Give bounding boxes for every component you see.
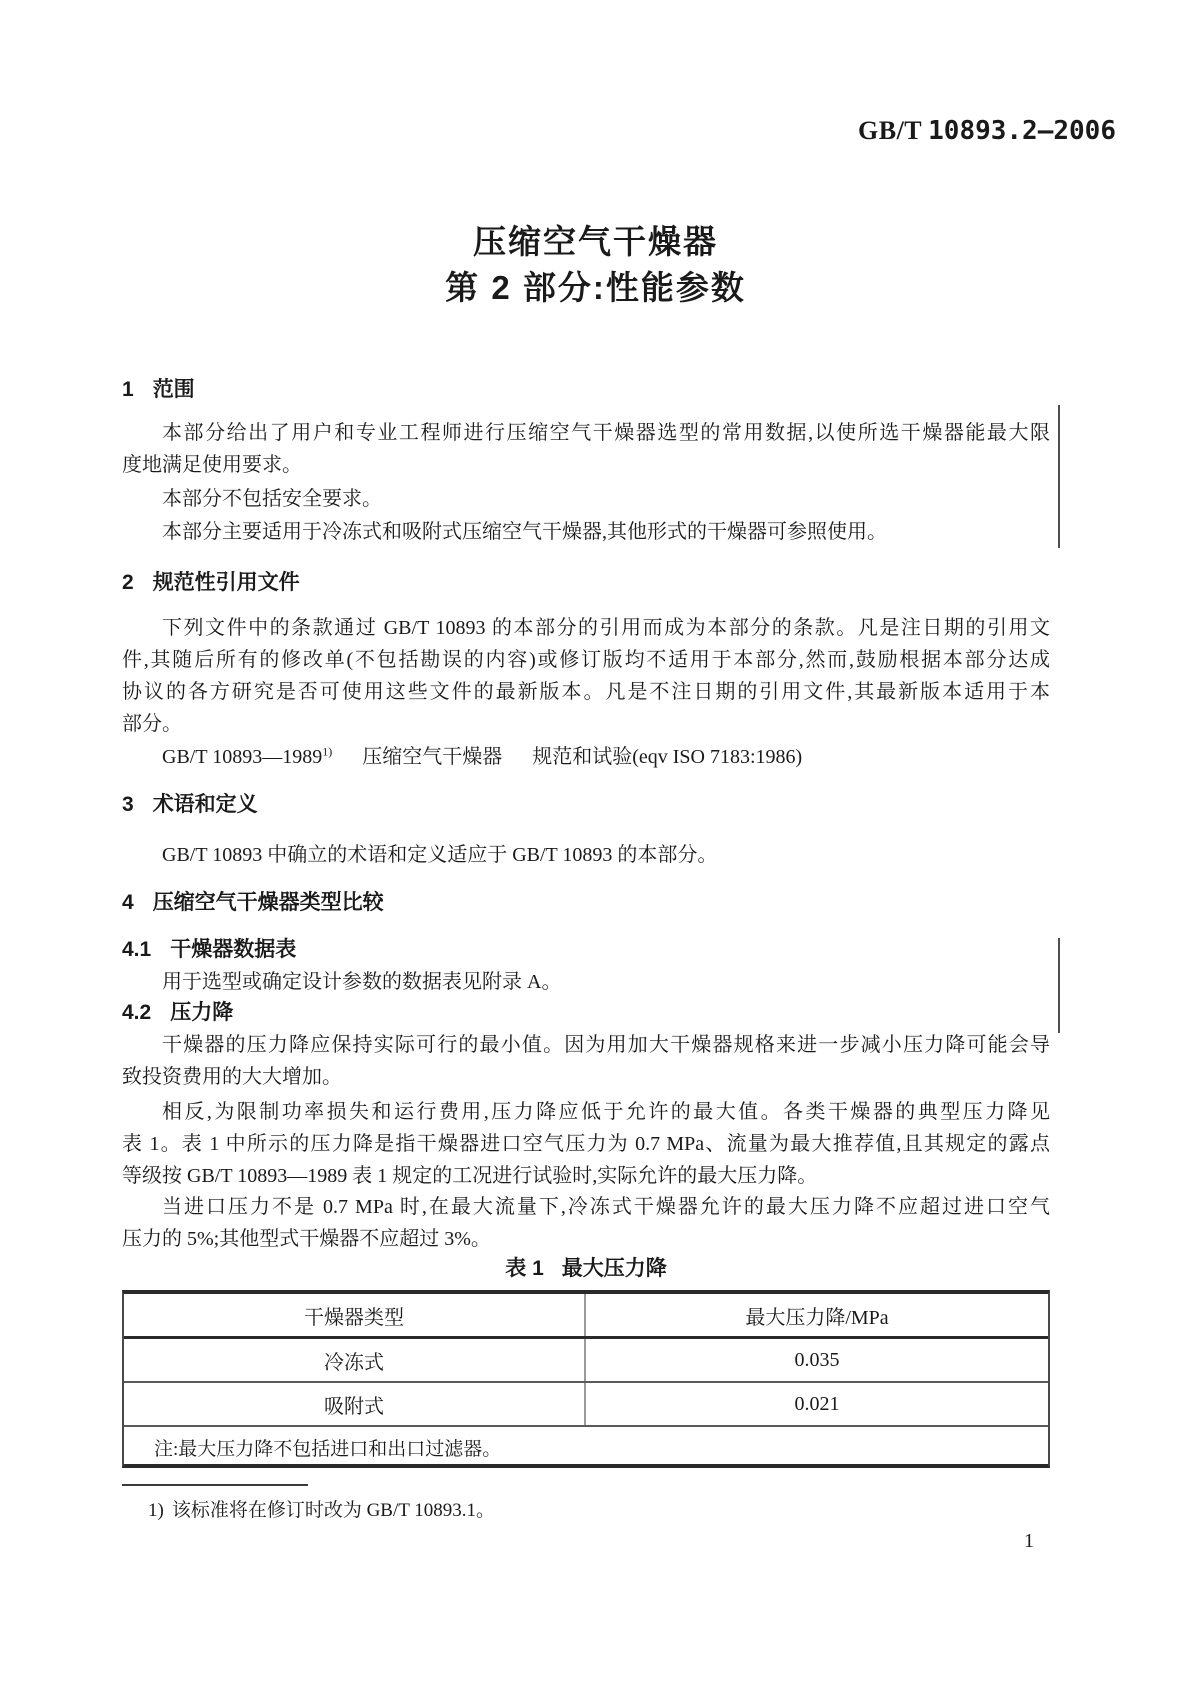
- section-4-heading: [122, 890, 1050, 916]
- table-header-value: 最大压力降/MPa: [745, 1306, 889, 1329]
- table-caption-label: 表 1: [505, 1257, 544, 1280]
- table-cell-pressure-drop: 0.021: [794, 1392, 840, 1415]
- section-number: 4.2: [122, 1001, 152, 1024]
- text-line: 度地满足使用要求。: [122, 454, 302, 476]
- reference-name: 压缩空气干燥器: [362, 746, 503, 768]
- section-number: 4: [122, 891, 134, 914]
- table-header-row: [124, 1294, 1048, 1339]
- title-line-1: 压缩空气干燥器: [473, 223, 718, 260]
- text-line: 件,其随后所有的修改单(不包括勘误的内容)或修订版均不适用于本部分,然而,鼓励根据本部分达成: [122, 649, 1050, 671]
- standard-code: [858, 116, 1116, 146]
- section-4-2-paragraph-2: [122, 1096, 1050, 1192]
- page-number: 1: [1024, 1530, 1034, 1552]
- section-number: 4.1: [122, 938, 152, 961]
- footnote-marker: 1): [148, 1500, 164, 1521]
- section-4-1-paragraph-1: [122, 966, 1050, 998]
- section-4-2-paragraph-1: [122, 1029, 1050, 1093]
- table-note-row: [124, 1427, 1048, 1467]
- section-4-2-paragraph-3: [122, 1191, 1050, 1255]
- section-title: 压力降: [170, 1001, 234, 1024]
- section-4-1-heading: [122, 937, 1050, 963]
- text-line: GB/T 10893 中确立的术语和定义适应于 GB/T 10893 的本部分。: [162, 844, 718, 866]
- text-line: 压力的 5%;其他型式干燥器不应超过 3%。: [122, 1228, 491, 1250]
- footnote-text: 该标准将在修订时改为 GB/T 10893.1。: [171, 1500, 496, 1521]
- table-row: [124, 1383, 1048, 1427]
- table-header-type: 干燥器类型: [124, 1294, 586, 1336]
- text-line: 本部分不包括安全要求。: [162, 488, 382, 510]
- table-cell-pressure-drop: 0.035: [794, 1348, 840, 1371]
- text-line: 本部分给出了用户和专业工程师进行压缩空气干燥器选型的常用数据,以使所选干燥器能最大限: [162, 422, 1050, 444]
- text-line: 用于选型或确定设计参数的数据表见附录 A。: [162, 971, 562, 993]
- section-title: 干燥器数据表: [170, 938, 297, 961]
- change-bar: [1058, 405, 1060, 548]
- table-cell-dryer-type: 吸附式: [124, 1383, 586, 1425]
- title-line-2: 第 2 部分:性能参数: [445, 269, 746, 306]
- text-line: 干燥器的压力降应保持实际可行的最小值。因为用加大干燥器规格来进一步减小压力降可能会导: [162, 1034, 1050, 1056]
- section-3-paragraph-1: [122, 839, 1050, 871]
- section-4-2-heading: [122, 1000, 1050, 1026]
- section-number: 3: [122, 793, 134, 816]
- section-1-heading: [122, 377, 1050, 403]
- section-2-paragraph-1: [122, 612, 1050, 740]
- reference-code: GB/T 10893—1989: [162, 746, 323, 768]
- section-title: 范围: [152, 378, 195, 401]
- text-line: 相反,为限制功率损失和运行费用,压力降应低于允许的最大值。各类干燥器的典型压力降见: [162, 1101, 1050, 1123]
- standard-code-number: 10893.2—2006: [928, 116, 1116, 146]
- section-title: 术语和定义: [152, 793, 258, 816]
- section-3-heading: [122, 792, 1050, 818]
- table-row: [124, 1339, 1048, 1383]
- text-line: 下列文件中的条款通过 GB/T 10893 的本部分的引用而成为本部分的条款。凡是注日期的引用文: [162, 617, 1050, 639]
- footnote: [122, 1496, 1050, 1526]
- table-1: [122, 1290, 1050, 1468]
- text-line: 表 1。表 1 中所示的压力降是指干燥器进口空气压力为 0.7 MPa、流量为最大推荐值,且其规定的露点: [122, 1133, 1050, 1155]
- standard-code-prefix: GB/T: [858, 116, 923, 145]
- table-note: 注:最大压力降不包括进口和出口过滤器。: [154, 1438, 502, 1460]
- table-cell-dryer-type: 冷冻式: [124, 1339, 586, 1381]
- section-1-paragraph-3: [122, 516, 1050, 548]
- text-line: 部分。: [122, 713, 182, 735]
- text-line: 本部分主要适用于冷冻式和吸附式压缩空气干燥器,其他形式的干燥器可参照使用。: [162, 521, 887, 543]
- section-1-paragraph-1: [122, 417, 1050, 481]
- section-1-paragraph-2: [122, 483, 1050, 515]
- text-line: 协议的各方研究是否可使用这些文件的最新版本。凡是不注日期的引用文件,其最新版本适用于本: [122, 681, 1050, 703]
- footnote-separator-rule: [122, 1484, 308, 1486]
- table-1-caption: [122, 1255, 1050, 1283]
- section-number: 2: [122, 571, 134, 594]
- text-line: 等级按 GB/T 10893—1989 表 1 规定的工况进行试验时,实际允许的最大压力降。: [122, 1165, 818, 1187]
- reference-description: 规范和试验(eqv ISO 7183:1986): [532, 746, 803, 768]
- section-title: 规范性引用文件: [152, 571, 300, 594]
- table-caption-title: 最大压力降: [561, 1257, 667, 1280]
- document-title: [0, 219, 1191, 311]
- text-line: 致投资费用的大大增加。: [122, 1066, 342, 1088]
- section-2-heading: [122, 570, 1050, 596]
- reference-footnote-mark: 1): [322, 744, 333, 759]
- section-title: 压缩空气干燥器类型比较: [152, 891, 384, 914]
- change-bar: [1058, 938, 1060, 1033]
- section-number: 1: [122, 378, 134, 401]
- normative-reference: [122, 741, 1050, 773]
- text-line: 当进口压力不是 0.7 MPa 时,在最大流量下,冷冻式干燥器允许的最大压力降不应超过进口空气: [162, 1196, 1050, 1218]
